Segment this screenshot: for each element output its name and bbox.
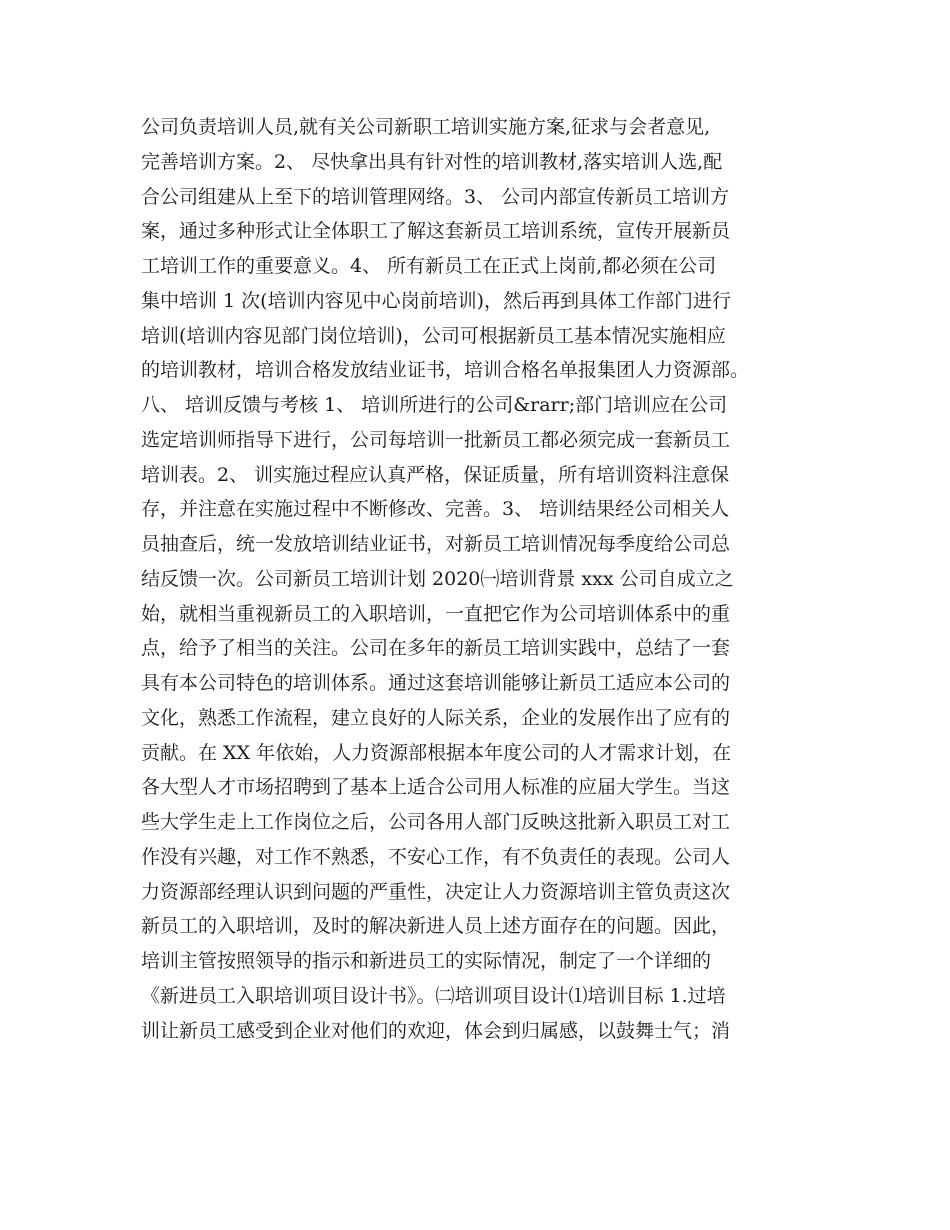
- text-line: 作没有兴趣，对工作不熟悉，不安心工作，有不负责任的表现。公司人: [141, 845, 731, 868]
- text-line: 集中培训 1 次(培训内容见中心岗前培训)，然后再到具体工作部门进行: [141, 289, 731, 312]
- text-line: 各大型人才市场招聘到了基本上适合公司用人标准的应届大学生。当这: [141, 776, 731, 799]
- text-line: 选定培训师指导下进行，公司每培训一批新员工都必须完成一套新员工: [141, 428, 731, 451]
- text-line: 些大学生走上工作岗位之后，公司各用人部门反映这批新入职员工对工: [141, 811, 731, 833]
- text-line: 培训(培训内容见部门岗位培训)，公司可根据新员工基本情况实施相应: [141, 324, 726, 347]
- text-line: 训让新员工感受到企业对他们的欢迎，体会到归属感，以鼓舞士气；消: [141, 1019, 731, 1042]
- text-line: 始，就相当重视新员工的入职培训，一直把它作为公司培训体系中的重: [141, 602, 731, 625]
- text-line: 培训主管按照领导的指示和新进员工的实际情况，制定了一个详细的: [141, 950, 712, 972]
- text-line: 新员工的入职培训，及时的解决新进人员上述方面存在的问题。因此，: [141, 915, 731, 938]
- text-line: 完善培训方案。2、 尽快拿出具有针对性的培训教材,落实培训人选,配: [141, 150, 723, 173]
- text-line: 公司负责培训人员,就有关公司新职工培训实施方案,征求与会者意见,: [141, 116, 711, 138]
- text-line: 存，并注意在实施过程中不断修改、完善。3、 培训结果经公司相关人: [141, 498, 730, 521]
- text-line: 员抽查后，统一发放培训结业证书，对新员工培训情况每季度给公司总: [141, 533, 731, 555]
- text-line: 结反馈一次。公司新员工培训计划 2020㈠培训背景 xxx 公司自成立之: [141, 567, 734, 590]
- text-line: 合公司组建从上至下的培训管理网络。3、 公司内部宣传新员工培训方: [141, 185, 730, 208]
- text-line: 培训表。2、 训实施过程应认真严格，保证质量，所有培训资料注意保: [141, 463, 730, 486]
- text-line: 力资源部经理认识到问题的严重性，决定让人力资源培训主管负责这次: [141, 880, 731, 903]
- body-text: [141, 110, 831, 1048]
- text-line: 工培训工作的重要意义。4、 所有新员工在正式上岗前,都必须在公司: [141, 255, 717, 277]
- text-line: 文化，熟悉工作流程，建立良好的人际关系，企业的发展作出了应有的: [141, 706, 731, 729]
- text-line: 案，通过多种形式让全体职工了解这套新员工培训系统，宣传开展新员: [141, 220, 731, 243]
- text-line: 贡献。在 XX 年依始，人力资源部根据本年度公司的人才需求计划，在: [141, 741, 732, 764]
- text-line: 点，给予了相当的关注。公司在多年的新员工培训实践中，总结了一套: [141, 637, 731, 660]
- text-line: 《新进员工入职培训项目设计书》。㈡培训项目设计⑴培训目标 1.过培: [141, 984, 726, 1007]
- text-line: 八、 培训反馈与考核 1、 培训所进行的公司&rarr;部门培训应在公司: [141, 394, 728, 416]
- text-line: 的培训教材，培训合格发放结业证书，培训合格名单报集团人力资源部。: [141, 359, 750, 382]
- text-line: 具有本公司特色的培训体系。通过这套培训能够让新员工适应本公司的: [141, 672, 731, 694]
